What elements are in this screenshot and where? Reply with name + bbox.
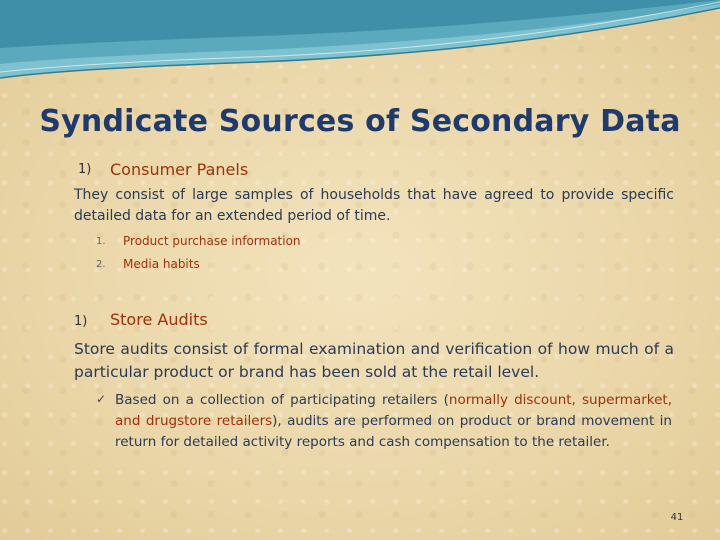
checkmark-icon: ✓ [96, 392, 107, 406]
bullet-text: Based on a collection of participating retailers ( [115, 392, 449, 408]
section-heading-consumer-panels: Consumer Panels [110, 160, 249, 179]
section-number: 1) [78, 162, 92, 177]
store-audits-definition: consist of formal examination and verification of how much of a particular product or brand has been sold at the retail level. [74, 340, 675, 381]
list-item-media-habits: Media habits [123, 257, 200, 271]
store-audits-term: Store audits [74, 340, 169, 358]
retailer-types: normally discount, supermarket, and drugstore retailers [115, 392, 672, 429]
consumer-panels-description: They consist of large samples of households that have agreed to provide specific detailed data for an extended period of time. [74, 187, 674, 224]
store-audits-bullet [115, 390, 672, 453]
slide-title: Syndicate Sources of Secondary Data [39, 104, 681, 139]
list-item-number: 2. [96, 259, 106, 270]
page-number: 41 [670, 512, 684, 523]
section-number: 1) [74, 314, 88, 329]
decorative-wave-header [0, 0, 720, 90]
bullet-text: ), audits are performed on product or brand movement in return for detailed activity reports and cash compensation to the retailer. [115, 413, 672, 450]
list-item-number: 1. [96, 236, 106, 247]
list-item-product-purchase: Product purchase information [123, 234, 301, 248]
store-audits-description [74, 338, 674, 384]
section-heading-store-audits: Store Audits [110, 310, 208, 329]
